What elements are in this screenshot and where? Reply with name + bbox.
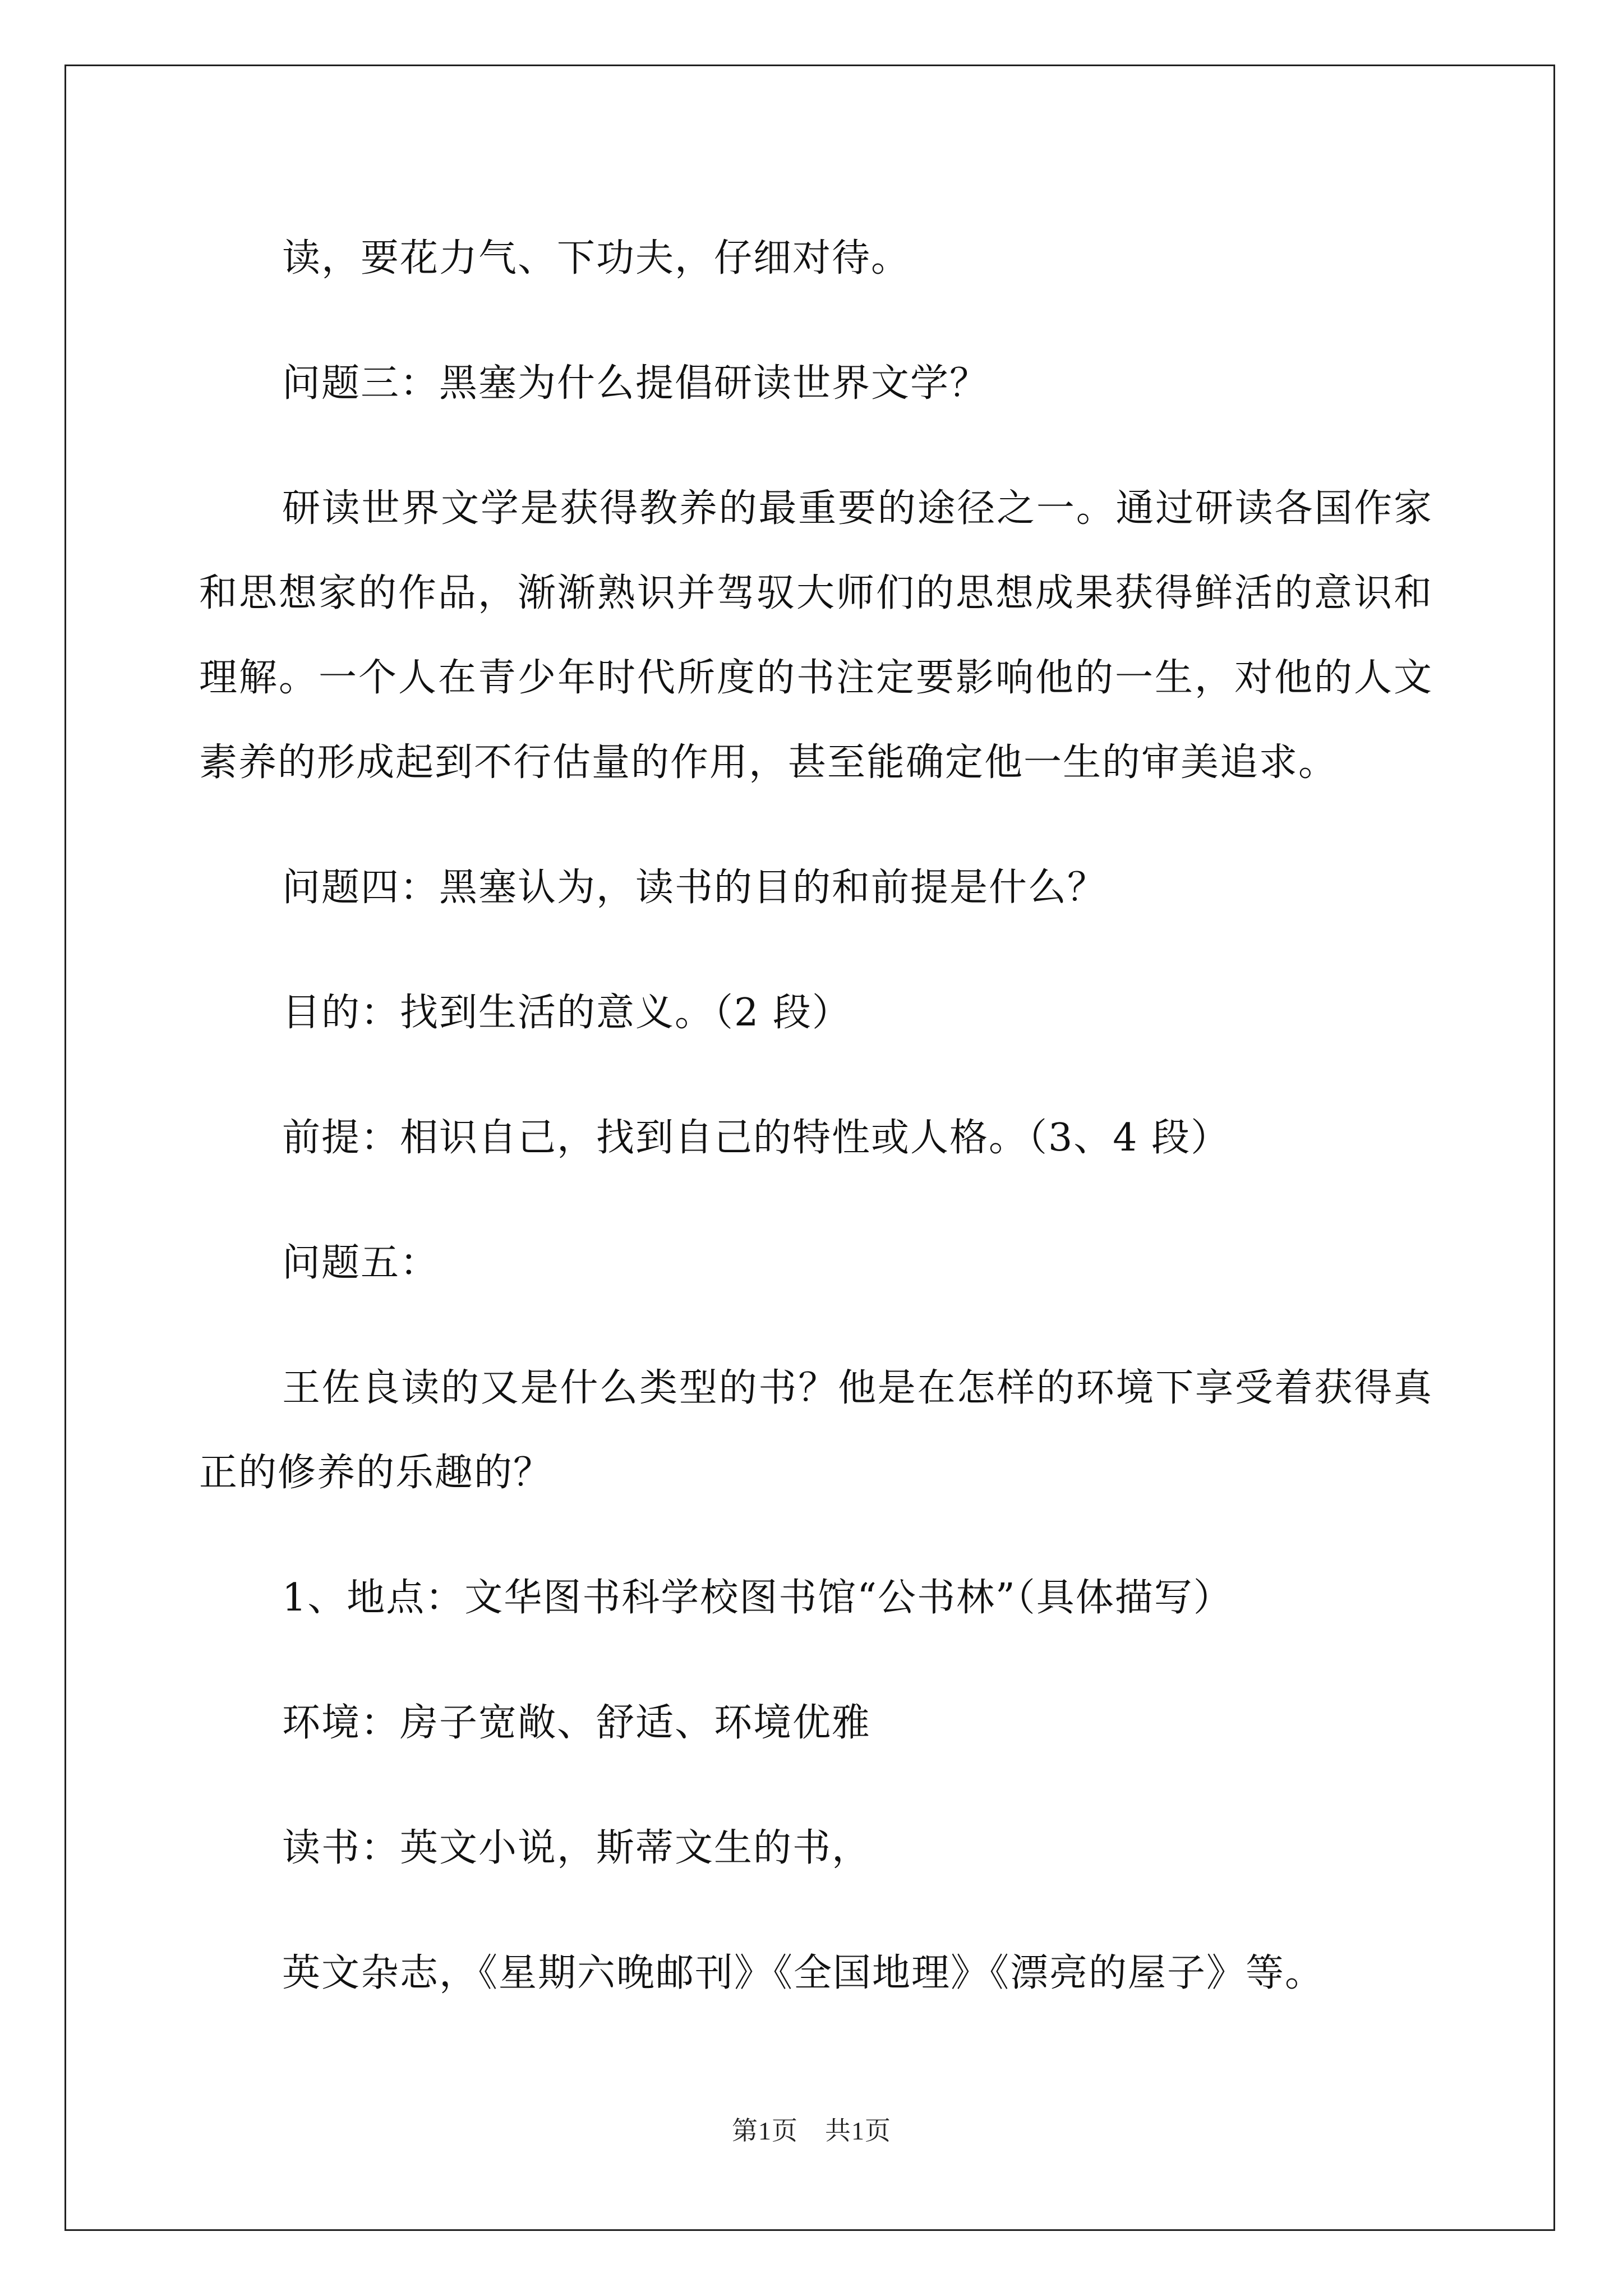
paragraph: 读，要花力气、下功夫，仔细对待。 bbox=[282, 236, 911, 280]
question-heading: 问题四：黑塞认为，读书的目的和前提是什么？ bbox=[282, 866, 1107, 910]
paragraph: 英文杂志，《星期六晚邮刊》《全国地理》《漂亮的屋子》等。 bbox=[282, 1951, 1325, 1995]
paragraph: 1、地点：文华图书科学校图书馆“公书林”（具体描写） bbox=[282, 1576, 1233, 1620]
document-body bbox=[199, 216, 1433, 2056]
paragraph: 读书：英文小说，斯蒂文生的书， bbox=[282, 1826, 872, 1870]
paragraph: 研读世界文学是获得教养的最重要的途径之一。通过研读各国作家和思想家的作品，渐渐熟识并驾驭大师们的思想成果获得鲜活的意识和理解。一个人在青少年时代所度的书注定要影响他的一生，对他的人文素养的形成起到不行估量的作用，甚至能确定他一生的审美追求。 bbox=[199, 486, 1433, 785]
question-heading: 问题五： bbox=[282, 1241, 440, 1285]
paragraph: 目的：找到生活的意义。（2 段） bbox=[282, 991, 851, 1035]
paragraph: 王佐良读的又是什么类型的书？他是在怎样的环境下享受着获得真正的修养的乐趣的？ bbox=[199, 1366, 1433, 1495]
page-number: 第1页 bbox=[732, 2116, 798, 2145]
page-total: 共1页 bbox=[825, 2116, 891, 2145]
page-footer bbox=[0, 2110, 1623, 2147]
question-heading: 问题三：黑塞为什么提倡研读世界文学？ bbox=[282, 361, 989, 406]
paragraph: 环境：房子宽敞、舒适、环境优雅 bbox=[282, 1701, 872, 1745]
paragraph: 前提：相识自己，找到自己的特性或人格。（3、4 段） bbox=[282, 1116, 1230, 1160]
